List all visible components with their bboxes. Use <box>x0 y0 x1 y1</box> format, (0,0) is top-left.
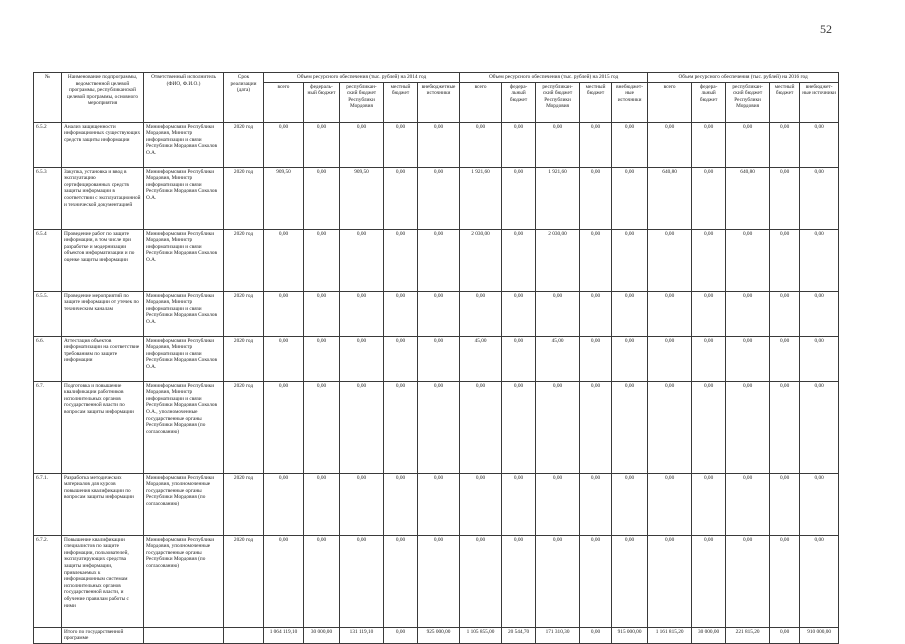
row-value: 0,00 <box>800 122 839 167</box>
total-value: 910 000,00 <box>800 627 839 643</box>
row-term: 2020 год <box>224 473 264 535</box>
row-value: 0,00 <box>580 381 612 473</box>
row-value: 0,00 <box>304 229 340 291</box>
row-value: 0,00 <box>612 122 648 167</box>
row-value: 0,00 <box>304 122 340 167</box>
row-value: 0,00 <box>384 473 418 535</box>
row-value: 0,00 <box>384 535 418 627</box>
total-value: 30 000,00 <box>304 627 340 643</box>
row-value: 909,50 <box>264 167 304 229</box>
total-value: 1 161 815,20 <box>648 627 692 643</box>
row-responsible: Мининформсвязи Республики Мордовия, уполномоченные государственные органы Республики Мордовия (по согласованию) <box>144 535 224 627</box>
header-responsible: Ответственный исполнитель (ФИО, Ф.И.О.) <box>144 73 224 123</box>
row-value: 0,00 <box>340 291 384 336</box>
row-name: Закупка, установка и ввод в эксплуатацию сертифицированных средств защиты информации в соответствии с эксплуатационной и технической документацией <box>62 167 144 229</box>
row-responsible: Мининформсвязи Республики Мордовия, Министр информатизации и связи Республики Мордовия Соколов О.А. <box>144 291 224 336</box>
row-value: 0,00 <box>612 336 648 381</box>
row-value: 0,00 <box>340 473 384 535</box>
row-value: 0,00 <box>692 381 726 473</box>
subheader-cell: республикан-ский бюджет Республики Мордовия <box>536 82 580 122</box>
row-name: Аттестация объектов информатизации на соответствие требованиям по защите информации <box>62 336 144 381</box>
row-value: 0,00 <box>384 291 418 336</box>
row-value: 0,00 <box>264 291 304 336</box>
row-value: 0,00 <box>340 229 384 291</box>
row-num: 6.7.1. <box>34 473 62 535</box>
row-value: 0,00 <box>460 291 502 336</box>
row-responsible: Мининформсвязи Республики Мордовия, Министр информатизации и связи Республики Мордовия Соколов О.А. <box>144 336 224 381</box>
row-term: 2020 год <box>224 122 264 167</box>
row-value: 0,00 <box>692 167 726 229</box>
row-value: 0,00 <box>612 535 648 627</box>
subheader-cell: внебюджет-ные источники <box>800 82 839 122</box>
row-value: 0,00 <box>726 291 770 336</box>
subheader-cell: местный бюджет <box>770 82 800 122</box>
row-value: 0,00 <box>612 167 648 229</box>
row-value: 0,00 <box>580 229 612 291</box>
row-value: 0,00 <box>726 473 770 535</box>
subheader-cell: федераль-ный бюджет <box>304 82 340 122</box>
row-value: 0,00 <box>502 229 536 291</box>
row-value: 0,00 <box>340 336 384 381</box>
row-value: 0,00 <box>800 535 839 627</box>
row-value: 0,00 <box>502 167 536 229</box>
subheader-cell: федера-льный бюджет <box>502 82 536 122</box>
subheader-cell: республикан-ский бюджет Республики Мордовия <box>340 82 384 122</box>
row-responsible: Мининформсвязи Республики Мордовия, Министр информатизации и связи Республики Мордовия Соколов О.А. <box>144 122 224 167</box>
row-value: 0,00 <box>800 381 839 473</box>
row-value: 0,00 <box>384 122 418 167</box>
row-value: 0,00 <box>418 336 460 381</box>
row-value: 0,00 <box>800 229 839 291</box>
row-value: 0,00 <box>612 381 648 473</box>
row-value: 0,00 <box>304 535 340 627</box>
row-value: 0,00 <box>580 291 612 336</box>
row-value: 0,00 <box>502 122 536 167</box>
row-value: 0,00 <box>770 535 800 627</box>
row-value: 0,00 <box>264 381 304 473</box>
row-value: 0,00 <box>580 167 612 229</box>
row-value: 0,00 <box>304 336 340 381</box>
row-value: 0,00 <box>726 229 770 291</box>
row-value: 0,00 <box>612 473 648 535</box>
header-name: Наименование подпрограммы, ведомственной целевой программы, республиканской целевой программы, основного мероприятия <box>62 73 144 123</box>
row-value: 0,00 <box>502 336 536 381</box>
row-num: 6.6. <box>34 336 62 381</box>
row-value: 0,00 <box>304 381 340 473</box>
row-value: 0,00 <box>726 381 770 473</box>
row-value: 0,00 <box>264 229 304 291</box>
row-value: 0,00 <box>770 381 800 473</box>
row-value: 0,00 <box>648 473 692 535</box>
row-value: 0,00 <box>648 229 692 291</box>
row-value: 0,00 <box>418 229 460 291</box>
row-value: 0,00 <box>726 122 770 167</box>
row-value: 0,00 <box>340 381 384 473</box>
row-value: 0,00 <box>770 336 800 381</box>
row-value: 0,00 <box>418 381 460 473</box>
total-value: 0,00 <box>580 627 612 643</box>
row-value: 0,00 <box>340 535 384 627</box>
row-value: 0,00 <box>580 473 612 535</box>
page-number: 52 <box>820 22 832 36</box>
subheader-cell: внебюджетные источники <box>418 82 460 122</box>
row-responsible: Мининформсвязи Республики Мордовия, Министр информатизации и связи Республики Мордовия Соколов О.А., уполномоченные государственные органы Республики Мордовия (по согласованию) <box>144 381 224 473</box>
table-row <box>34 535 839 627</box>
row-value: 0,00 <box>304 291 340 336</box>
row-value: 0,00 <box>800 336 839 381</box>
row-value: 640,80 <box>648 167 692 229</box>
row-value: 0,00 <box>770 291 800 336</box>
subheader-cell: республикан-ский бюджет Республики Мордовия <box>726 82 770 122</box>
row-term: 2020 год <box>224 291 264 336</box>
row-term: 2020 год <box>224 336 264 381</box>
row-value: 0,00 <box>418 473 460 535</box>
table-row <box>34 229 839 291</box>
row-value: 0,00 <box>418 167 460 229</box>
row-value: 0,00 <box>692 535 726 627</box>
row-value: 1 921,60 <box>536 167 580 229</box>
row-value: 45,00 <box>460 336 502 381</box>
subheader-cell: всего <box>264 82 304 122</box>
subheader-cell: местный бюджет <box>580 82 612 122</box>
row-value: 0,00 <box>264 336 304 381</box>
row-value: 0,00 <box>384 229 418 291</box>
row-value: 0,00 <box>340 122 384 167</box>
row-value: 2 030,00 <box>536 229 580 291</box>
total-value: 30 000,00 <box>692 627 726 643</box>
row-num: 6.7. <box>34 381 62 473</box>
row-value: 0,00 <box>304 167 340 229</box>
row-name: Подготовка и повышение квалификации работников исполнительных органов государственной власти по вопросам защиты информации <box>62 381 144 473</box>
total-value: 171 310,30 <box>536 627 580 643</box>
header-period-2014: Объем ресурсного обеспечения (тыс. рублей) на 2014 год <box>264 73 460 83</box>
row-value: 0,00 <box>692 229 726 291</box>
total-empty-cell <box>144 627 224 643</box>
row-term: 2020 год <box>224 381 264 473</box>
subheader-cell: всего <box>460 82 502 122</box>
row-value: 0,00 <box>384 167 418 229</box>
row-value: 0,00 <box>648 291 692 336</box>
table-row <box>34 473 839 535</box>
total-label: Итого по государственной программе <box>62 627 144 643</box>
row-value: 0,00 <box>612 229 648 291</box>
row-name: Проведение мероприятий по защите информации от утечек по техническим каналам <box>62 291 144 336</box>
row-name: Разработка методических материалов для курсов повышения квалификации по вопросам защиты информации <box>62 473 144 535</box>
row-value: 45,00 <box>536 336 580 381</box>
header-term: Срок реализации (дата) <box>224 73 264 123</box>
row-value: 0,00 <box>502 535 536 627</box>
row-value: 0,00 <box>770 167 800 229</box>
row-value: 0,00 <box>726 336 770 381</box>
row-value: 0,00 <box>648 122 692 167</box>
total-value: 20 544,70 <box>502 627 536 643</box>
row-value: 0,00 <box>264 535 304 627</box>
row-num: 6.5.5. <box>34 291 62 336</box>
row-responsible: Мининформсвязи Республики Мордовия, Министр информатизации и связи Республики Мордовия Соколов О.А. <box>144 229 224 291</box>
row-value: 0,00 <box>800 291 839 336</box>
row-value: 0,00 <box>502 291 536 336</box>
row-value: 0,00 <box>460 535 502 627</box>
row-term: 2020 год <box>224 535 264 627</box>
row-value: 1 921,60 <box>460 167 502 229</box>
row-term: 2020 год <box>224 229 264 291</box>
row-value: 0,00 <box>304 473 340 535</box>
row-value: 0,00 <box>648 336 692 381</box>
row-value: 0,00 <box>648 535 692 627</box>
table-row <box>34 291 839 336</box>
row-value: 0,00 <box>726 535 770 627</box>
row-responsible: Мининформсвязи Республики Мордовия, Министр информатизации и связи Республики Мордовия Соколов О.А. <box>144 167 224 229</box>
row-value: 0,00 <box>800 473 839 535</box>
subheader-cell: всего <box>648 82 692 122</box>
row-value: 0,00 <box>502 473 536 535</box>
subheader-cell: федера-льный бюджет <box>692 82 726 122</box>
row-num: 6.5.2 <box>34 122 62 167</box>
table-body <box>34 122 839 643</box>
row-value: 0,00 <box>692 473 726 535</box>
total-row <box>34 627 839 643</box>
total-value: 131 119,10 <box>340 627 384 643</box>
table-row <box>34 122 839 167</box>
row-value: 0,00 <box>580 122 612 167</box>
row-value: 0,00 <box>692 122 726 167</box>
row-value: 0,00 <box>418 535 460 627</box>
row-value: 0,00 <box>502 381 536 473</box>
total-value: 0,00 <box>384 627 418 643</box>
row-value: 0,00 <box>580 336 612 381</box>
row-value: 0,00 <box>580 535 612 627</box>
total-value: 0,00 <box>770 627 800 643</box>
total-value: 915 000,00 <box>612 627 648 643</box>
row-value: 0,00 <box>418 122 460 167</box>
row-value: 0,00 <box>460 473 502 535</box>
header-num: № <box>34 73 62 123</box>
row-value: 0,00 <box>692 336 726 381</box>
row-value: 0,00 <box>384 336 418 381</box>
subheader-cell: местный бюджет <box>384 82 418 122</box>
row-value: 0,00 <box>612 291 648 336</box>
total-value: 221 815,20 <box>726 627 770 643</box>
total-value: 1 064 119,10 <box>264 627 304 643</box>
row-value: 0,00 <box>648 381 692 473</box>
row-value: 0,00 <box>536 381 580 473</box>
row-responsible: Мининформсвязи Республики Мордовия, уполномоченные государственные органы Республики Мордовия (по согласованию) <box>144 473 224 535</box>
row-value: 909,50 <box>340 167 384 229</box>
row-term: 2020 год <box>224 167 264 229</box>
header-period-2016: Объем ресурсного обеспечения (тыс. рублей) на 2016 год <box>648 73 839 83</box>
row-value: 0,00 <box>460 381 502 473</box>
row-value: 0,00 <box>460 122 502 167</box>
row-value: 2 030,00 <box>460 229 502 291</box>
table-row <box>34 336 839 381</box>
row-value: 0,00 <box>536 473 580 535</box>
total-value: 1 105 855,00 <box>460 627 502 643</box>
row-num: 6.7.2. <box>34 535 62 627</box>
row-num: 6.5.3 <box>34 167 62 229</box>
row-value: 0,00 <box>536 122 580 167</box>
row-value: 0,00 <box>800 167 839 229</box>
row-name: Проведение работ по защите информации, в том числе при разработке и модернизации объектов информатизации и по оценке защиты информации <box>62 229 144 291</box>
row-value: 0,00 <box>536 291 580 336</box>
table-header <box>34 73 839 123</box>
row-value: 0,00 <box>770 229 800 291</box>
row-value: 0,00 <box>770 122 800 167</box>
row-value: 0,00 <box>692 291 726 336</box>
row-value: 0,00 <box>384 381 418 473</box>
row-name: Анализ защищенности информационных существующих средств защиты информации <box>62 122 144 167</box>
row-value: 0,00 <box>770 473 800 535</box>
row-value: 640,80 <box>726 167 770 229</box>
table-row <box>34 167 839 229</box>
row-value: 0,00 <box>264 473 304 535</box>
total-value: 925 000,00 <box>418 627 460 643</box>
total-blank-cell <box>34 627 62 643</box>
row-num: 6.5.4 <box>34 229 62 291</box>
subheader-cell: внебюджет-ные источники <box>612 82 648 122</box>
row-value: 0,00 <box>536 535 580 627</box>
total-empty-cell <box>224 627 264 643</box>
table-row <box>34 381 839 473</box>
row-name: Повышение квалификации специалистов по защите информации, пользователей, эксплуатирующих средства защиты информации, привлекаемых к информационным системам исполнительных органов государственной власти, и обучение правилам работы с ними <box>62 535 144 627</box>
resource-table <box>33 72 839 644</box>
header-period-2015: Объем ресурсного обеспечения (тыс. рублей) на 2015 год <box>460 73 648 83</box>
row-value: 0,00 <box>418 291 460 336</box>
row-value: 0,00 <box>264 122 304 167</box>
